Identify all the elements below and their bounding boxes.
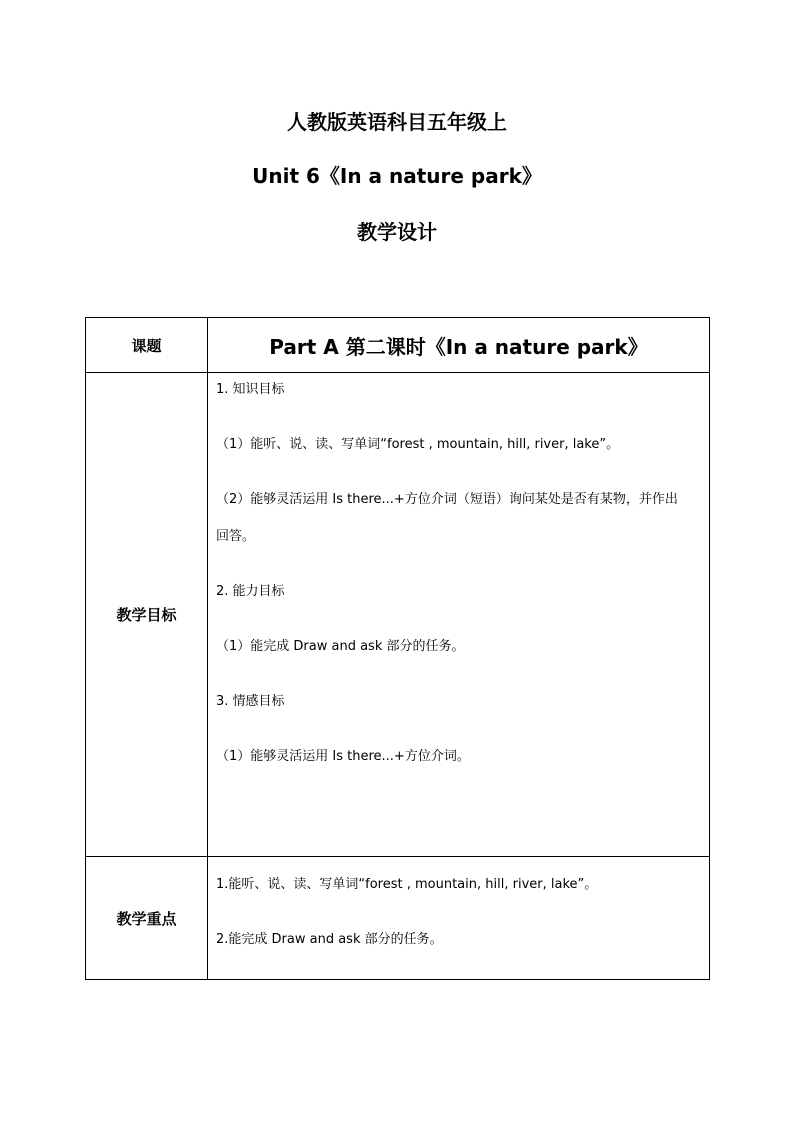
focus-line: 2.能完成 Draw and ask 部分的任务。 [216, 932, 443, 947]
focus-cell [208, 857, 710, 980]
goals-cell [208, 373, 710, 857]
topic-row [86, 318, 710, 373]
goal-line: （1）能完成 Draw and ask 部分的任务。 [216, 639, 465, 654]
goal-line: （1）能听、说、读、写单词“forest , mountain, hill, river, lake”。 [216, 437, 620, 452]
focus-line: 1.能听、说、读、写单词“forest , mountain, hill, river, lake”。 [216, 877, 598, 892]
topic-label: 课题 [86, 318, 208, 373]
topic-value: Part A 第二课时《In a nature park》 [208, 318, 710, 373]
goals-row [86, 373, 710, 857]
lesson-plan-table [85, 317, 710, 980]
document-subtitle: 教学设计 [357, 220, 437, 244]
goal-line: 3. 情感目标 [216, 694, 285, 709]
document-title: 人教版英语科目五年级上 [287, 110, 507, 134]
focus-label: 教学重点 [86, 857, 208, 980]
goals-label: 教学目标 [86, 373, 208, 857]
unit-title: Unit 6《In a nature park》 [252, 164, 542, 188]
goal-line: （1）能够灵活运用 Is there...+方位介词。 [216, 749, 470, 764]
goal-line: （2）能够灵活运用 Is there...+方位介词（短语）询问某处是否有某物，并作出 [216, 492, 678, 507]
goal-line: 回答。 [216, 529, 256, 544]
goal-line: 2. 能力目标 [216, 584, 285, 599]
goal-line: 1. 知识目标 [216, 382, 285, 397]
focus-row [86, 857, 710, 980]
